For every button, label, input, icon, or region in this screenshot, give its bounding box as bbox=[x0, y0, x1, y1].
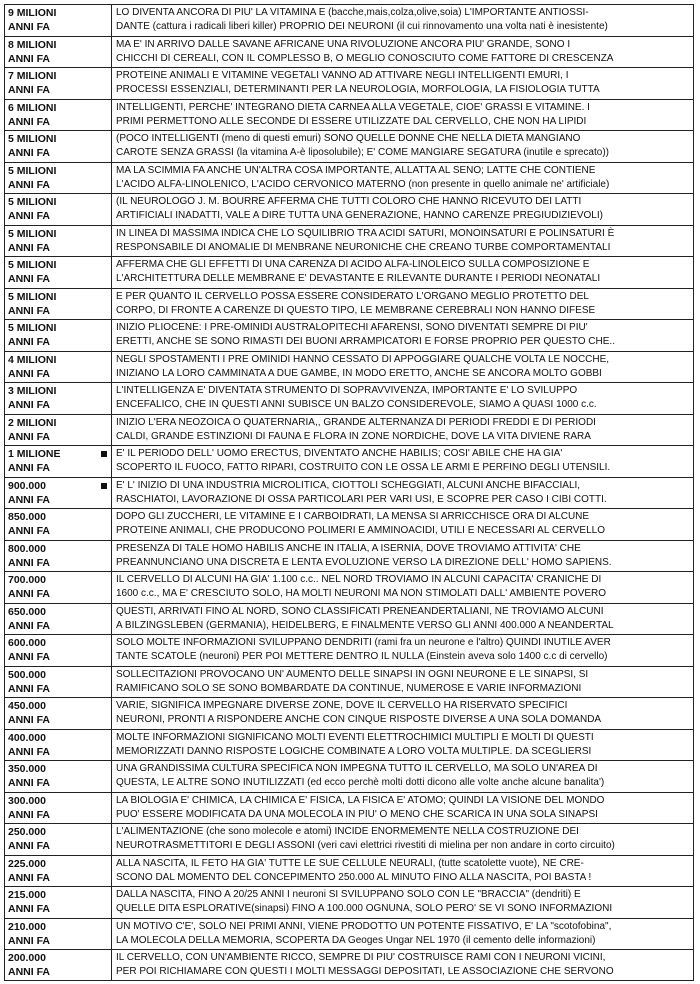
description-line: A BILZINGSLEBEN (GERMANIA), HEIDELBERG, E FINALMENTE VERSO GLI ANNI 400.000 A NEANDERTAL bbox=[116, 619, 614, 631]
description-cell bbox=[112, 950, 693, 980]
description-line: INIZIO PLIOCENE: I PRE-OMINIDI AUSTRALOPITECHI AFARENSI, SONO DIVENTATI SEMPRE DI PIU' bbox=[116, 322, 588, 333]
description-cell bbox=[112, 572, 693, 603]
description-line: QUESTI, ARRIVATI FINO AL NORD, SONO CLASSIFICATI PRENEANDERTALIANI, NE TROVIAMO ALCUNI bbox=[116, 605, 604, 617]
description-line: CAROTE SENZA GRASSI (la vitamina A-è liposolubile); E' COME MANGIARE SEGATURA (inutile e sprecato)) bbox=[116, 147, 609, 158]
era-unit: ANNI FA bbox=[8, 210, 50, 222]
timeline-row bbox=[4, 256, 694, 288]
era-cell bbox=[5, 541, 112, 572]
era-cell bbox=[5, 163, 112, 194]
era-value: 600.000 bbox=[8, 637, 46, 649]
description-line: VARIE, SIGNIFICA IMPEGNARE DIVERSE ZONE, DOVE IL CERVELLO HA RISERVATO SPECIFICI bbox=[116, 700, 568, 711]
description-cell bbox=[112, 320, 693, 351]
timeline-row bbox=[4, 855, 694, 887]
era-value: 5 MILIONI bbox=[8, 227, 57, 240]
description-line: LA MOLECOLA DELLA MEMORIA, SCOPERTA DA Geoges Ungar NEL 1970 (il cemento delle informazioni) bbox=[116, 934, 596, 946]
era-value: 5 MILIONI bbox=[8, 259, 57, 271]
era-unit: ANNI FA bbox=[8, 934, 50, 947]
description-cell bbox=[112, 667, 693, 698]
description-line: TANTE SCATOLE (neuroni) PER POI METTERE DENTRO IL NULLA (Einstein aveva solo 1400 c.c di cervello) bbox=[116, 651, 608, 662]
description-line: ENCEFALICO, CHE IN QUESTI ANNI SUBISCE UN BALZO CONSIDEREVOLE, SIAMO A QUASI 1000 c.c. bbox=[116, 399, 597, 410]
era-unit: ANNI FA bbox=[8, 399, 50, 411]
description-line: CORPO, DI FRONTE A CARENZE DI QUESTO TIPO, LE MEMBRANE CEREBRALI NON HANNO DIFESE bbox=[116, 304, 596, 316]
era-cell bbox=[5, 352, 112, 383]
timeline-row bbox=[4, 823, 694, 855]
timeline-row bbox=[4, 4, 694, 36]
description-cell bbox=[112, 478, 693, 509]
era-value: 210.000 bbox=[8, 920, 46, 933]
era-cell bbox=[5, 793, 112, 824]
timeline-row bbox=[4, 729, 694, 761]
era-unit: ANNI FA bbox=[8, 304, 50, 317]
description-cell bbox=[112, 604, 693, 635]
timeline-row bbox=[4, 634, 694, 666]
era-unit: ANNI FA bbox=[8, 84, 50, 96]
description-cell bbox=[112, 824, 693, 855]
era-value: 450.000 bbox=[8, 700, 46, 712]
era-unit: ANNI FA bbox=[8, 21, 50, 33]
era-unit: ANNI FA bbox=[8, 147, 50, 159]
description-line: RASCHIATOI, LAVORAZIONE DI OSSA PARTICOLARI PER VARI USI, E SCOPRE PER CASO I CIBI COTTI. bbox=[116, 493, 607, 505]
era-value: 400.000 bbox=[8, 731, 46, 744]
timeline-row bbox=[4, 697, 694, 729]
era-value: 215.000 bbox=[8, 889, 46, 901]
description-line: 1600 c.c., MA E' CRESCIUTO SOLO, HA MOLTI NEURONI MA NON STIMOLATI DALL' AMBIENTE POVERO bbox=[116, 588, 607, 599]
description-line: PRIMI PERMETTONO ALLE SECONDE DI ESSERE UTILIZZATE DAL CERVELLO, CHE NON HA LIPIDI bbox=[116, 115, 587, 127]
description-line: MEMORIZZATI DANNO RISPOSTE LOGICHE COMBINATE A LORO VOLTA MULTIPLE. DA SCEGLIERSI bbox=[116, 745, 592, 757]
era-cell bbox=[5, 100, 112, 131]
era-value: 5 MILIONI bbox=[8, 133, 57, 145]
description-line: E' L' INIZIO DI UNA INDUSTRIA MICROLITICA, CIOTTOLI SCHEGGIATI, ALCUNI ANCHE BIFACCIALI, bbox=[116, 479, 581, 491]
era-value: 850.000 bbox=[8, 511, 46, 523]
era-unit: ANNI FA bbox=[8, 178, 50, 191]
description-line: PUO' ESSERE MODIFICATA DA UNA MOLECOLA IN PIU' O MENO CHE SCARICA IN UNA SOLA SINAPSI bbox=[116, 808, 598, 820]
era-unit: ANNI FA bbox=[8, 52, 50, 65]
bullet-mark-icon bbox=[101, 483, 107, 489]
era-cell bbox=[5, 950, 112, 980]
description-line: QUESTA, LE ALTRE SONO INUTILIZZATI (ed ecco perchè molti dotti dicono alle volte anche alcune banalita') bbox=[116, 777, 605, 788]
description-line: DOPO GLI ZUCCHERI, LE VITAMINE E I CARBOIDRATI, LA MENSA SI ARRICCHISCE ORA DI ALCUNE bbox=[116, 511, 590, 522]
description-cell bbox=[112, 37, 693, 68]
description-line: PREANNUNCIANO UNA DISCRETA E LENTA EVOLUZIONE VERSO LA DIREZIONE DELL' HOMO SAPIENS. bbox=[116, 556, 612, 568]
description-line: LA BIOLOGIA E' CHIMICA, LA CHIMICA E' FISICA, LA FISICA E' ATOMO; QUINDI LA VISIONE DEL MONDO bbox=[116, 794, 605, 806]
description-line: IL CERVELLO, CON UN'AMBIENTE RICCO, SEMPRE DI PIU' COSTRUISCE RAMI CON I NEURONI VICINI, bbox=[116, 952, 606, 963]
description-cell bbox=[112, 163, 693, 194]
era-unit: ANNI FA bbox=[8, 966, 50, 978]
description-cell bbox=[112, 383, 693, 414]
description-line: UNA GRANDISSIMA CULTURA SPECIFICA NON IMPEGNA TUTTO IL CERVELLO, MA SOLO UN'AREA DI bbox=[116, 763, 598, 774]
era-unit: ANNI FA bbox=[8, 115, 50, 128]
timeline-row bbox=[4, 36, 694, 68]
era-value: 5 MILIONI bbox=[8, 322, 57, 334]
era-cell bbox=[5, 730, 112, 761]
timeline-row bbox=[4, 886, 694, 918]
era-value: 1 MILIONE bbox=[8, 448, 61, 460]
description-line: INTELLIGENTI, PERCHE' INTEGRANO DIETA CARNEA ALLA VEGETALE, CIOE' GRASSI E VITAMINE. I bbox=[116, 101, 590, 113]
description-cell bbox=[112, 352, 693, 383]
timeline-row bbox=[4, 477, 694, 509]
description-cell bbox=[112, 446, 693, 477]
era-unit: ANNI FA bbox=[8, 241, 50, 254]
era-value: 200.000 bbox=[8, 952, 46, 964]
description-line: (IL NEUROLOGO J. M. BOURRE AFFERMA CHE TUTTI COLORO CHE HANNO RICEVUTO DEI LATTI bbox=[116, 196, 582, 207]
description-cell bbox=[112, 919, 693, 950]
era-cell bbox=[5, 635, 112, 666]
description-line: MA E' IN ARRIVO DALLE SAVANE AFRICANE UNA RIVOLUZIONE ANCORA PIU' GRANDE, SONO I bbox=[116, 38, 571, 50]
description-line: LO DIVENTA ANCORA DI PIU' LA VITAMINA E (bacche,mais,colza,olive,soia) L'IMPORTANTE ANTIOSSI- bbox=[116, 7, 589, 18]
description-cell bbox=[112, 635, 693, 666]
description-cell bbox=[112, 730, 693, 761]
era-cell bbox=[5, 415, 112, 446]
description-cell bbox=[112, 68, 693, 99]
description-line: PRESENZA DI TALE HOMO HABILIS ANCHE IN ITALIA, A ISERNIA, DOVE TROVIAMO ATTIVITA' CHE bbox=[116, 542, 581, 554]
era-cell bbox=[5, 68, 112, 99]
timeline-row bbox=[4, 792, 694, 824]
era-value: 800.000 bbox=[8, 542, 46, 555]
description-cell bbox=[112, 856, 693, 887]
description-line: E' IL PERIODO DELL' UOMO ERECTUS, DIVENTATO ANCHE HABILIS; COSI' ABILE CHE HA GIA' bbox=[116, 448, 563, 459]
era-cell bbox=[5, 887, 112, 918]
timeline-row bbox=[4, 540, 694, 572]
era-cell bbox=[5, 226, 112, 257]
description-line: CALDI, GRANDE ESTINZIONI DI FAUNA E FLORA IN ZONE NORDICHE, DOVE LA VITA DIVIENE RARA bbox=[116, 430, 591, 442]
description-line: PER POI RICHIAMARE CON QUESTI I MOLTI MESSAGGI DEPOSITATI, LE ASSOCIAZIONE CHE SERVONO bbox=[116, 966, 614, 977]
description-cell bbox=[112, 415, 693, 446]
description-line: ARTIFICIALI INADATTI, VALE A DIRE TUTTA UNA GENERAZIONE, HANNO CARENZE PREGIUDIZIEVOLI) bbox=[116, 210, 603, 221]
era-value: 900.000 bbox=[8, 479, 46, 492]
description-line: L'ALIMENTAZIONE (che sono molecole e atomi) INCIDE ENORMEMENTE NELLA COSTRUZIONE DEI bbox=[116, 826, 579, 837]
description-line: L'ARCHITETTURA DELLE MEMBRANE E' DEVASTANTE E RILEVANTE DURANTE I PERIODI NEONATALI bbox=[116, 273, 601, 284]
description-line: INIZIO L'ERA NEOZOICA O QUATERNARIA,, GRANDE ALTERNANZA DI PERIODI FREDDI E DI PERIODI bbox=[116, 416, 596, 428]
timeline-row bbox=[4, 666, 694, 698]
description-line: (POCO INTELLIGENTI (meno di questi emuri) SONO QUELLE DONNE CHE NELLA DIETA MANGIANO bbox=[116, 133, 581, 144]
description-line: CHICCHI DI CEREALI, CON IL COMPLESSO B, O MEGLIO CONOSCIUTO COME FATTORE DI CRESCENZA bbox=[116, 52, 614, 64]
era-cell bbox=[5, 446, 112, 477]
era-unit: ANNI FA bbox=[8, 367, 50, 380]
timeline-row bbox=[4, 918, 694, 950]
description-line: L'INTELLIGENZA E' DIVENTATA STRUMENTO DI SOPRAVVIVENZA, IMPORTANTE E' LO SVILUPPO bbox=[116, 385, 578, 396]
description-line: E PER QUANTO IL CERVELLO POSSA ESSERE CONSIDERATO L'ORGANO MEGLIO PROTETTO DEL bbox=[116, 290, 589, 302]
description-cell bbox=[112, 887, 693, 918]
description-line: SOLLECITAZIONI PROVOCANO UN' AUMENTO DELLE SINAPSI IN OGNI NEURONE E LE SINAPSI, SI bbox=[116, 668, 589, 680]
timeline-row bbox=[4, 414, 694, 446]
timeline-row bbox=[4, 949, 694, 981]
timeline-row bbox=[4, 162, 694, 194]
era-cell bbox=[5, 5, 112, 36]
era-cell bbox=[5, 572, 112, 603]
era-cell bbox=[5, 194, 112, 225]
description-line: DALLA NASCITA, FINO A 20/25 ANNI I neuroni SI SVILUPPANO SOLO CON LE "BRACCIA" (dendriti) E bbox=[116, 889, 581, 900]
description-cell bbox=[112, 761, 693, 792]
timeline-row bbox=[4, 99, 694, 131]
era-cell bbox=[5, 478, 112, 509]
timeline-row bbox=[4, 571, 694, 603]
timeline-row bbox=[4, 351, 694, 383]
era-cell bbox=[5, 509, 112, 540]
era-unit: ANNI FA bbox=[8, 745, 50, 758]
era-cell bbox=[5, 37, 112, 68]
timeline-row bbox=[4, 382, 694, 414]
timeline-row bbox=[4, 225, 694, 257]
timeline-row bbox=[4, 445, 694, 477]
description-line: NEUROTRASMETTITORI E DEGLI ASSONI (veri cavi elettrici rivestiti di mielina per non andare in corto circuito) bbox=[116, 840, 615, 851]
era-unit: ANNI FA bbox=[8, 903, 50, 915]
timeline-row bbox=[4, 319, 694, 351]
description-cell bbox=[112, 226, 693, 257]
description-cell bbox=[112, 5, 693, 36]
description-line: L'ACIDO ALFA-LINOLENICO, L'ACIDO CERVONICO MATERNO (non presente in quello animale ne' artificiale) bbox=[116, 178, 610, 190]
description-cell bbox=[112, 509, 693, 540]
timeline-row bbox=[4, 130, 694, 162]
description-cell bbox=[112, 793, 693, 824]
era-value: 5 MILIONI bbox=[8, 290, 57, 303]
era-unit: ANNI FA bbox=[8, 493, 50, 506]
description-line: RAMIFICANO SOLO SE SONO BOMBARDATE DA CONTINUE, NUMEROSE E VARIE INFORMAZIONI bbox=[116, 682, 582, 694]
era-cell bbox=[5, 383, 112, 414]
era-cell bbox=[5, 320, 112, 351]
timeline-row bbox=[4, 288, 694, 320]
era-unit: ANNI FA bbox=[8, 840, 50, 852]
description-line: NEURONI, PRONTI A RISPONDERE ANCHE CON CINQUE RISPOSTE DIVERSE A UNA SOLA DOMANDA bbox=[116, 714, 602, 725]
era-cell bbox=[5, 856, 112, 887]
timeline-row bbox=[4, 193, 694, 225]
timeline-row bbox=[4, 760, 694, 792]
description-line: PROTEINE ANIMALI E VITAMINE VEGETALI VANNO AD ATTIVARE NEGLI INTELLIGENTI EMURI, I bbox=[116, 70, 569, 81]
description-cell bbox=[112, 257, 693, 288]
era-unit: ANNI FA bbox=[8, 808, 50, 821]
description-cell bbox=[112, 289, 693, 320]
description-line: SCONO DAL MOMENTO DEL CONCEPIMENTO 250.000 AL MINUTO FINO ALLA NASCITA, POI BASTA ! bbox=[116, 871, 592, 883]
era-value: 700.000 bbox=[8, 574, 46, 586]
description-cell bbox=[112, 698, 693, 729]
era-value: 225.000 bbox=[8, 857, 46, 870]
era-cell bbox=[5, 919, 112, 950]
description-line: IL CERVELLO DI ALCUNI HA GIA' 1.100 c.c.. NEL NORD TROVIAMO IN ALCUNI CAPACITA' CRANICHE DI bbox=[116, 574, 602, 585]
description-line: ALLA NASCITA, IL FETO HA GIA' TUTTE LE SUE CELLULE NEURALI, (tutte scatolette vuote), NE CRE- bbox=[116, 857, 584, 869]
era-unit: ANNI FA bbox=[8, 714, 50, 726]
era-value: 3 MILIONI bbox=[8, 385, 57, 397]
era-unit: ANNI FA bbox=[8, 430, 50, 443]
description-line: IN LINEA DI MASSIMA INDICA CHE LO SQUILIBRIO TRA ACIDI SATURI, MONOINSATURI E POLINSATURI È bbox=[116, 227, 615, 239]
era-unit: ANNI FA bbox=[8, 525, 50, 537]
timeline-row bbox=[4, 603, 694, 635]
era-value: 6 MILIONI bbox=[8, 101, 57, 114]
era-value: 4 MILIONI bbox=[8, 353, 57, 366]
description-line: QUELLE DITA ESPLORATIVE(sinapsi) FINO A 100.000 OGNUNA, SOLO PERO' SE VI SONO INFORMAZIONI bbox=[116, 903, 613, 914]
description-line: DANTE (cattura i radicali liberi killer) PROPRIO DEI NEURONI (il cui rinnovamento una volta nati è inesistente) bbox=[116, 21, 608, 32]
timeline-row bbox=[4, 508, 694, 540]
era-unit: ANNI FA bbox=[8, 336, 50, 348]
description-line: INIZIANO LA LORO CAMMINATA A DUE GAMBE, IN MODO ERETTO, ANCHE SE ANCORA MOLTO GOBBI bbox=[116, 367, 602, 379]
description-line: MA LA SCIMMIA FA ANCHE UN'ALTRA COSA IMPORTANTE, ALLATTA AL SENO; LATTE CHE CONTIENE bbox=[116, 164, 596, 176]
era-unit: ANNI FA bbox=[8, 651, 50, 663]
era-unit: ANNI FA bbox=[8, 588, 50, 600]
bullet-mark-icon bbox=[101, 451, 107, 457]
era-cell bbox=[5, 761, 112, 792]
era-value: 9 MILIONI bbox=[8, 7, 57, 19]
description-line: SCOPERTO IL FUOCO, FATTO RIPARI, COSTRUITO CON LE OSSA LE ARMI E PERFINO DEGLI UTENSILI. bbox=[116, 462, 611, 473]
description-line: SOLO MOLTE INFORMAZIONI SVILUPPANO DENDRITI (rami fra un neurone e l'altro) QUINDI INUTILE AVER bbox=[116, 637, 611, 648]
era-cell bbox=[5, 824, 112, 855]
description-cell bbox=[112, 131, 693, 162]
description-line: MOLTE INFORMAZIONI SIGNIFICANO MOLTI EVENTI ELETTROCHIMICI MULTIPLI E MOLTI DI QUESTI bbox=[116, 731, 594, 743]
era-unit: ANNI FA bbox=[8, 619, 50, 632]
era-value: 650.000 bbox=[8, 605, 46, 618]
description-cell bbox=[112, 194, 693, 225]
era-unit: ANNI FA bbox=[8, 871, 50, 884]
era-value: 5 MILIONI bbox=[8, 164, 57, 177]
era-cell bbox=[5, 667, 112, 698]
description-line: ERETTI, ANCHE SE SONO RIMASTI DEI BUONI ARRAMPICATORI E FORSE PROPRIO PER QUESTO CHE.. bbox=[116, 336, 615, 347]
description-line: RESPONSABILE DI ANOMALIE DI MENBRANE NEURONICHE CHE CREANO TURBE COMPORTAMENTALI bbox=[116, 241, 611, 253]
era-unit: ANNI FA bbox=[8, 777, 50, 789]
era-value: 5 MILIONI bbox=[8, 196, 57, 208]
description-cell bbox=[112, 541, 693, 572]
era-value: 500.000 bbox=[8, 668, 46, 681]
description-line: NEGLI SPOSTAMENTI I PRE OMINIDI HANNO CESSATO DI APPOGGIARE QUALCHE VOLTA LE NOCCHE, bbox=[116, 353, 610, 365]
description-line: AFFERMA CHE GLI EFFETTI DI UNA CARENZA DI ACIDO ALFA-LINOLEICO SULLA COMPOSIZIONE E bbox=[116, 259, 590, 270]
era-cell bbox=[5, 131, 112, 162]
description-line: PROCESSI ESSENZIALI, DETERMINANTI PER LA NEUROLOGIA, MORFOLOGIA, LA FISIOLOGIA TUTTA bbox=[116, 84, 600, 95]
era-unit: ANNI FA bbox=[8, 273, 50, 285]
timeline-row bbox=[4, 67, 694, 99]
era-cell bbox=[5, 257, 112, 288]
timeline-table bbox=[4, 4, 694, 981]
era-value: 8 MILIONI bbox=[8, 38, 57, 51]
description-line: PROTEINE ANIMALI, CHE PRODUCONO POLIMERI E AMMINOACIDI, UTILI E NECESSARI AL CERVELLO bbox=[116, 525, 605, 536]
era-value: 300.000 bbox=[8, 794, 46, 807]
era-cell bbox=[5, 604, 112, 635]
era-value: 7 MILIONI bbox=[8, 70, 57, 82]
era-unit: ANNI FA bbox=[8, 462, 50, 474]
description-cell bbox=[112, 100, 693, 131]
era-value: 350.000 bbox=[8, 763, 46, 775]
description-line: UN MOTIVO C'E', SOLO NEI PRIMI ANNI, VIENE PRODOTTO UN POTENTE FISSATIVO, E' LA "scotofobina", bbox=[116, 920, 612, 932]
era-cell bbox=[5, 698, 112, 729]
era-unit: ANNI FA bbox=[8, 556, 50, 569]
era-value: 2 MILIONI bbox=[8, 416, 57, 429]
era-cell bbox=[5, 289, 112, 320]
era-unit: ANNI FA bbox=[8, 682, 50, 695]
era-value: 250.000 bbox=[8, 826, 46, 838]
